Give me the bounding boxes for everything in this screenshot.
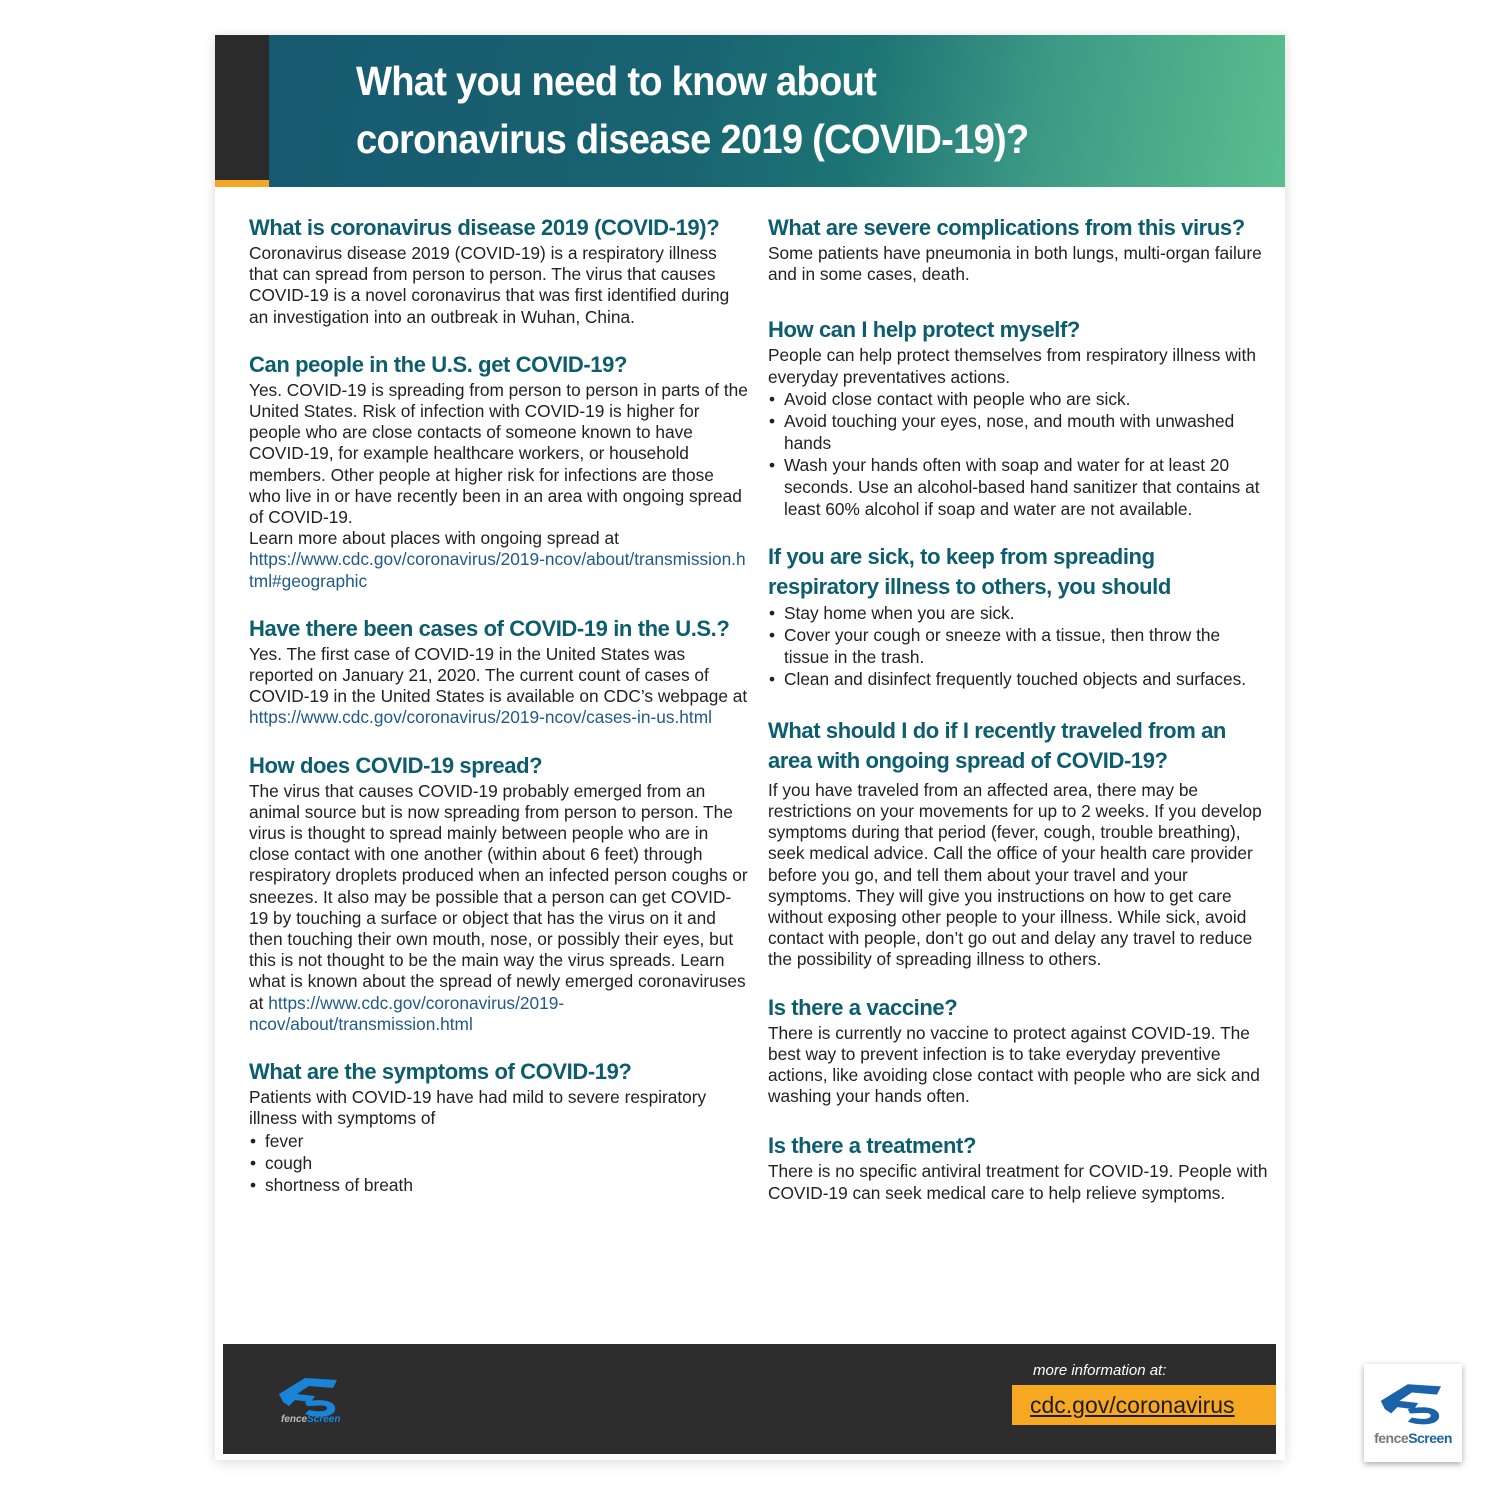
fencescreen-corner-badge bbox=[1364, 1364, 1462, 1462]
bullet-icon: • bbox=[769, 668, 776, 689]
more-information-label: more information at: bbox=[1033, 1362, 1167, 1379]
bullet-icon: • bbox=[769, 410, 776, 431]
poster-footer bbox=[223, 1344, 1276, 1454]
transmission-link[interactable]: https://www.cdc.gov/coronavirus/2019-ncov/about/transmission.html bbox=[249, 992, 565, 1034]
section-heading: What are severe complications from this virus? bbox=[768, 215, 1245, 240]
page-title bbox=[356, 52, 1029, 168]
covid-info-poster bbox=[215, 35, 1285, 1460]
section-how-spread bbox=[249, 751, 749, 1035]
section-body: Patients with COVID-19 have had mild to severe respiratory illness with symptoms of bbox=[249, 1087, 707, 1129]
section-heading: Is there a vaccine? bbox=[768, 994, 958, 1020]
section-vaccine bbox=[768, 993, 1268, 1108]
bullet-icon: • bbox=[769, 624, 776, 645]
list-item: • Cover your cough or sneeze with a tissue, then throw the tissue in the trash. bbox=[769, 624, 1221, 667]
list-item: • Stay home when you are sick. bbox=[769, 602, 1015, 623]
section-body: There is currently no vaccine to protect against COVID-19. The best way to prevent infection is to take everyday preventive actions, like avoiding close contact with people who are sick and washing your hands often. bbox=[768, 1022, 1260, 1107]
section-protect-myself bbox=[768, 315, 1268, 519]
bullet-icon: • bbox=[769, 602, 776, 623]
title-line-2: coronavirus disease 2019 (COVID-19)? bbox=[356, 116, 1029, 162]
header-orange-accent bbox=[215, 180, 269, 187]
list-item: • Wash your hands often with soap and water for at least 20 seconds. Use an alcohol-based hand sanitizer that contains at least 60% alcohol if soap and water are not available. bbox=[769, 454, 1260, 519]
section-severe-complications bbox=[768, 213, 1268, 285]
section-heading: Is there a treatment? bbox=[768, 1133, 977, 1159]
section-recent-travel bbox=[768, 716, 1268, 971]
cases-in-us-link[interactable]: https://www.cdc.gov/coronavirus/2019-ncov/cases-in-us.html bbox=[249, 707, 712, 728]
geographic-spread-link[interactable]: https://www.cdc.gov/coronavirus/2019-ncov/about/transmission.html#geographic bbox=[249, 549, 746, 591]
section-can-people-get-covid bbox=[249, 350, 749, 592]
symptoms-list bbox=[249, 1130, 749, 1196]
list-item: • fever bbox=[250, 1130, 304, 1151]
section-what-is-covid bbox=[249, 213, 749, 328]
bullet-icon: • bbox=[250, 1130, 257, 1151]
fencescreen-logo-text: fenceScreen bbox=[281, 1414, 341, 1425]
section-heading: What is coronavirus disease 2019 (COVID-19)? bbox=[249, 215, 720, 240]
section-body: The virus that causes COVID-19 probably emerged from an animal source but is now spreading from person to person. The virus is thought to spread mainly between people who are in close contact with one another (within about 6 feet) through respiratory droplets produced when an infected person coughs or sneezes. It also may be possible that a person can get COVID-19 by touching a surface or object that has the virus on it and then touching their own mouth, nose, or possibly their eyes, but this is not thought to be the main way the virus spreads. Learn what is known about the spread of newly emerged coronaviruses at bbox=[249, 780, 748, 1013]
section-heading: What should I do if I recently traveled from an area with ongoing spread of COVID-19? bbox=[768, 717, 1226, 773]
bullet-icon: • bbox=[769, 454, 776, 475]
section-body: If you have traveled from an affected area, there may be restrictions on your movements for up to 2 weeks. If you develop symptoms during that period (fever, cough, trouble breathing), seek medical advice. Call the office of your health care provider before you go, and tell them about your travel and your symptoms. They will give you instructions on how to get care without exposing other people to your illness. While sick, avoid contact with people, don’t go out and delay any travel to reduce the possibility of spreading illness to others. bbox=[768, 779, 1262, 970]
cdc-coronavirus-link[interactable]: cdc.gov/coronavirus bbox=[1030, 1392, 1235, 1418]
cdc-url-box[interactable] bbox=[1012, 1385, 1276, 1425]
section-body: Coronavirus disease 2019 (COVID-19) is a respiratory illness that can spread from person to person. The virus that causes COVID-19 is a novel coronavirus that was first identified during an investigation into an outbreak in Wuhan, China. bbox=[249, 243, 730, 327]
corner-badge-logo-text: fenceScreen bbox=[1374, 1430, 1452, 1446]
bullet-icon: • bbox=[769, 388, 776, 409]
section-if-sick bbox=[768, 542, 1268, 690]
section-symptoms bbox=[249, 1057, 749, 1195]
section-body: Some patients have pneumonia in both lungs, multi-organ failure and in some cases, death. bbox=[768, 243, 1262, 285]
list-item: • Avoid touching your eyes, nose, and mouth with unwashed hands bbox=[769, 410, 1235, 453]
section-cases-in-us bbox=[249, 614, 749, 729]
section-heading: Have there been cases of COVID-19 in the U.S.? bbox=[249, 615, 730, 641]
section-heading: How does COVID-19 spread? bbox=[249, 752, 543, 778]
protection-list bbox=[768, 388, 1268, 520]
section-body: There is no specific antiviral treatment for COVID-19. People with COVID-19 can seek medical care to help relieve symptoms. bbox=[768, 1161, 1268, 1203]
list-item: • Avoid close contact with people who are sick. bbox=[769, 388, 1131, 409]
header-gradient-banner bbox=[269, 35, 1285, 187]
list-item: • cough bbox=[250, 1152, 313, 1173]
if-sick-list bbox=[768, 602, 1268, 690]
list-item: • shortness of breath bbox=[250, 1174, 413, 1195]
section-body: Yes. The first case of COVID-19 in the United States was reported on January 21, 2020. The current count of cases of COVID-19 in the United States is available on CDC’s webpage at bbox=[249, 643, 748, 707]
title-line-1: What you need to know about bbox=[356, 58, 877, 104]
left-column bbox=[249, 213, 749, 1196]
section-heading: Can people in the U.S. get COVID-19? bbox=[249, 351, 627, 377]
section-treatment bbox=[768, 1131, 1268, 1203]
list-item: • Clean and disinfect frequently touched objects and surfaces. bbox=[769, 668, 1247, 689]
bullet-icon: • bbox=[250, 1152, 257, 1173]
section-heading: If you are sick, to keep from spreading respiratory illness to others, you should bbox=[768, 543, 1171, 599]
section-heading: How can I help protect myself? bbox=[768, 317, 1080, 343]
right-column bbox=[768, 213, 1268, 1204]
fencescreen-fs-logo-icon bbox=[1375, 1378, 1451, 1430]
section-body-learn-more: Learn more about places with ongoing spread at bbox=[249, 528, 619, 549]
section-body: People can help protect themselves from respiratory illness with everyday preventatives actions. bbox=[768, 345, 1256, 387]
poster-header bbox=[215, 35, 1285, 187]
section-heading: What are the symptoms of COVID-19? bbox=[249, 1059, 632, 1085]
bullet-icon: • bbox=[250, 1174, 257, 1195]
section-body: Yes. COVID-19 is spreading from person to person in parts of the United States. Risk of infection with COVID-19 is higher for people who are close contacts of someone known to have COVID-19, for example healthcare workers, or household members. Other people at higher risk for infections are those who live in or have recently been in an area with ongoing spread of COVID-19. bbox=[249, 379, 748, 528]
header-dark-sidebar bbox=[215, 35, 269, 180]
